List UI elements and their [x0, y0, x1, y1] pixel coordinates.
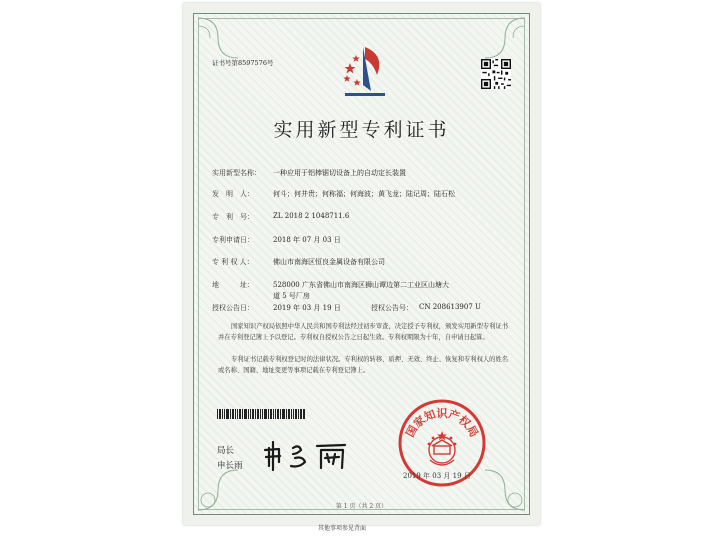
field-value-patentee: 佛山市南海区恒良金属设备有限公司 [273, 258, 385, 266]
field-value-inventors: 何斗；何井贵；何称福；何海波；黄飞龙；陆记周；陆石松 [273, 190, 455, 198]
field-label-filing-date: 专利申请日： [212, 236, 254, 244]
body-paragraph-2: 专利证书记载专利权登记时的法律状况。专利权的转移、质押、无效、终止、恢复和专利权人的姓名或名称、国籍、地址变更等事项记载在专利登记簿上。 [218, 356, 509, 374]
cnipa-emblem-icon [341, 41, 389, 99]
handwritten-signature [263, 440, 353, 472]
field-label-patentee: 专 利 权 人： [212, 258, 254, 266]
field-value-title: 一种应用于铝棒锯切设备上的自动定长装置 [273, 169, 406, 177]
field-value-patent-no: ZL 2018 2 1048711.6 [273, 212, 350, 220]
barcode-icon [217, 409, 305, 419]
field-label-patent-no: 专 利 号： [212, 213, 254, 221]
qr-code-icon [481, 59, 511, 89]
page-title: 实用新型专利证书 [273, 119, 450, 141]
page-number: 第 1 页（共 2 页） [335, 503, 388, 510]
field-label-inventors: 发 明 人： [212, 190, 254, 198]
field-value-grant-date: 2019 年 03 月 19 日 [273, 304, 341, 312]
field-label-announcement-no: 授权公告号： [371, 304, 413, 312]
field-value-address-line2: 道 5 号厂房 [273, 292, 310, 300]
field-value-filing-date: 2018 年 07 月 03 日 [273, 236, 341, 244]
field-label-grant-date: 授权公告日： [212, 304, 254, 312]
corner-ornament-icon [483, 16, 527, 60]
footer-note: 其他事项参见背面 [318, 525, 367, 532]
body-paragraph-1: 国家知识产权局依照中华人民共和国专利法经过初步审查，决定授予专利权，颁发实用新型专利证书并在专利登记簿上予以登记。专利权自授权公告之日起生效。专利权期限为十年，自申请日起算。 [218, 323, 509, 341]
field-value-address: 528000 广东省佛山市南海区狮山谭边第二工业区山塘大 [273, 281, 449, 289]
field-value-announcement-no: CN 208613907 U [419, 303, 481, 311]
certificate-number: 证书号第8597576号 [212, 59, 274, 67]
signatory-name: 申长雨 [217, 461, 243, 471]
seal-text: 国家知识产权局 [403, 407, 481, 440]
corner-ornament-icon [196, 16, 240, 60]
field-label-title: 实用新型名称： [212, 169, 261, 177]
seal-date: 2019 年 03 月 19 日 [403, 472, 471, 480]
field-label-address: 地 址： [212, 281, 254, 289]
signatory-title: 局长 [217, 446, 235, 456]
certificate-sheet [183, 3, 540, 525]
